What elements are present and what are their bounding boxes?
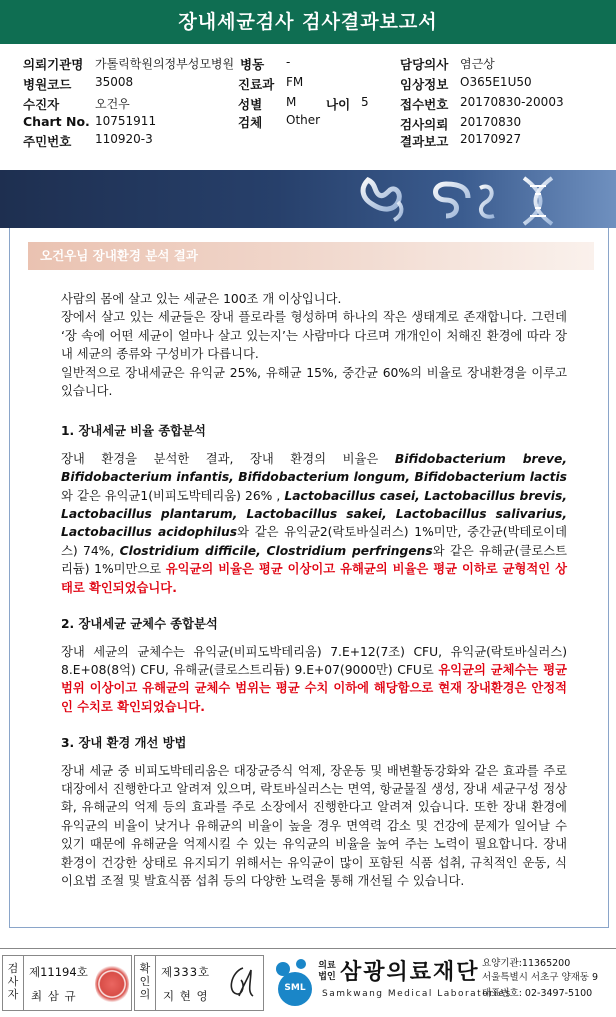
request-value: 20170830: [460, 115, 522, 129]
chart-label: Chart No.: [23, 114, 90, 129]
section-1-text-3: 와 같은 유익균2(락토바실러스) 1%미만, 중간균(박테로이데스) 74%,: [61, 525, 567, 558]
sex-label: 성별: [238, 97, 263, 112]
section-2-body: [61, 643, 567, 717]
ward-value: -: [286, 55, 291, 69]
sml-logo-text: SML: [284, 983, 306, 993]
chart-value: 10751911: [95, 114, 157, 128]
dept-value: FM: [286, 75, 304, 89]
ward-label: 병동: [240, 57, 265, 72]
specimen-label: 검체: [238, 115, 263, 130]
receipt-value: 20170830-20003: [460, 95, 564, 109]
inspector-license: 제11194호: [29, 965, 88, 979]
section-1-text-4: 와 같은 유해균(클로스트리듐) 1%미만으로: [61, 543, 567, 577]
intro-line-2: 장에서 살고 있는 세균들은 장내 플로라를 형성하며 하나의 작은 생태계로 존재합니다. 그런데 ‘장 속에 어떤 세균이 얼마나 살고 있는지’는 사람마다 다르며 개개인이 처해진 환경에 따라 장내 세균의 종류와 구성비가 다릅니다.: [61, 310, 567, 362]
header-banner: [0, 170, 616, 228]
age-value: 5: [361, 95, 369, 109]
intro-line-3: 일반적으로 장내세균은 유익균 25%, 유해균 15%, 중간균 60%의 비율로 장내환경을 이루고 있습니다.: [61, 365, 567, 399]
inspector-label: 검 사 자: [7, 962, 19, 1001]
section-3-title: 3. 장내 환경 개선 방법: [61, 736, 187, 751]
analysis-panel: [9, 228, 609, 928]
org-code: 요양기관:11365200: [482, 958, 571, 969]
dept-label: 진료과: [238, 77, 275, 92]
gut-dna-emblem-icon: [346, 174, 576, 228]
section-1-species-3: Clostridium difficile, Clostridium perfringens: [119, 543, 433, 558]
confirmer-name: 지 현 영: [163, 989, 209, 1003]
doctor-label: 담당의사: [400, 57, 449, 72]
code-value: 35008: [95, 75, 134, 89]
report-footer: [0, 948, 616, 1017]
section-1-species-2: Lactobacillus casei, Lactobacillus brevis, Lactobacillus plantarum, Lactobacillus sakei, Lactobacillus salivarius, Lactobacillus acidophilus: [61, 488, 567, 540]
org-value: 가톨릭학원의정부성모병원: [95, 57, 235, 71]
confirmer-license: 제333호: [161, 965, 211, 979]
patient-value: 오건우: [95, 97, 130, 111]
org-prefix: 의료법인: [318, 961, 336, 982]
section-1-conclusion: 유익균의 비율은 평균 이상이고 유해균의 비율은 평균 이하로 균형적인 상태로 확인되었습니다.: [61, 562, 567, 595]
report-label: 결과보고: [400, 134, 449, 149]
sex-value: M: [286, 95, 297, 109]
report-value: 20170927: [460, 132, 522, 146]
confirmer-signature-box: [134, 955, 264, 1011]
patient-label: 수진자: [23, 97, 60, 112]
org-name: 삼광의료재단: [340, 960, 480, 985]
panel-title: 오건우님 장내환경 분석 결과: [28, 242, 594, 270]
org-label: 의뢰기관명: [23, 57, 84, 72]
confirmer-signature-icon: [223, 962, 259, 1004]
receipt-label: 접수번호: [400, 97, 449, 112]
section-1-title: 1. 장내세균 비율 종합분석: [61, 424, 206, 439]
report-content: [61, 290, 567, 890]
inspector-signature-box: [2, 955, 132, 1011]
section-1-body: [61, 450, 567, 597]
rrn-label: 주민번호: [23, 134, 72, 149]
section-1-text-2: 와 같은 유익균1(비피도박테리움) 26% ,: [61, 488, 285, 503]
intro-line-1: 사람의 몸에 살고 있는 세균은 100조 개 이상입니다.: [61, 292, 342, 306]
inspector-seal-icon: [95, 964, 129, 1004]
specimen-value: Other: [286, 113, 321, 127]
section-2-text: 장내 세균의 균체수는 유익균(비피도박테리움) 7.E+12(7조) CFU, 유익균(락토바실러스) 8.E+08(8억) CFU, 유해균(클로스트리듐) 9.E+07(9000만) CFU로: [61, 644, 567, 677]
org-phone: 대표번호: 02-3497-5100: [482, 988, 593, 999]
rrn-value: 110920-3: [95, 132, 153, 146]
age-label: 나이: [326, 97, 351, 112]
patient-info-block: [0, 50, 616, 150]
request-label: 검사의뢰: [400, 117, 449, 132]
clinical-value: O365E1U50: [460, 75, 532, 89]
code-label: 병원코드: [23, 77, 72, 92]
section-2-conclusion: 유익균의 균체수는 평균 범위 이상이고 유해균의 균체수 범위는 평균 수치 이하에 해당함으로 현재 장내환경은 안정적인 수치로 확인되었습니다.: [61, 662, 567, 714]
section-2-title: 2. 장내세균 균체수 종합분석: [61, 617, 218, 632]
org-english-name: Samkwang Medical Laboratories: [322, 989, 512, 999]
section-1-species-1: Bifidobacterium breve, Bifidobacterium infantis, Bifidobacterium longum, Bifidobacterium lactis: [61, 451, 567, 485]
inspector-name: 최 삼 규: [31, 989, 77, 1003]
confirmer-label: 확 인 의: [139, 962, 151, 1001]
clinical-label: 임상정보: [400, 77, 449, 92]
report-title: 장내세균검사 검사결과보고서: [0, 0, 616, 44]
section-3-body: 장내 세균 중 비피도박테리움은 대장균증식 억제, 장운동 및 배변활동강화와 같은 효과를 주로 대장에서 진행한다고 알려져 있으며, 락토바실러스는 면역, 항균물질 생성, 장내 세균구성 정상화, 유해균의 억제 등의 효과를 주로 소장에서 진행한다고 알려져 있습니다. 또한 장내 환경에 유익균의 비율이 낮거나 유해균의 비율이 높을 경우 면역력 감소 및 건강에 문제가 일어날 수 있기 때문에 유해균을 억제시킬 수 있는 유익균의 비율을 높여 주는 노력이 필요합니다. 장내 환경이 건강한 상태로 유지되기 위해서는 유익균이 많이 포함된 식품 섭취, 규칙적인 운동, 식이요법 조절 및 발효식품 섭취 등의 다양한 노력을 통해 개선될 수 있습니다.: [61, 763, 567, 888]
section-1-text-1: 장내 환경을 분석한 결과, 장내 환경의 비율은: [61, 451, 395, 466]
org-address: 서울특별시 서초구 양재동 9: [482, 972, 599, 983]
doctor-value: 염근상: [460, 57, 495, 71]
